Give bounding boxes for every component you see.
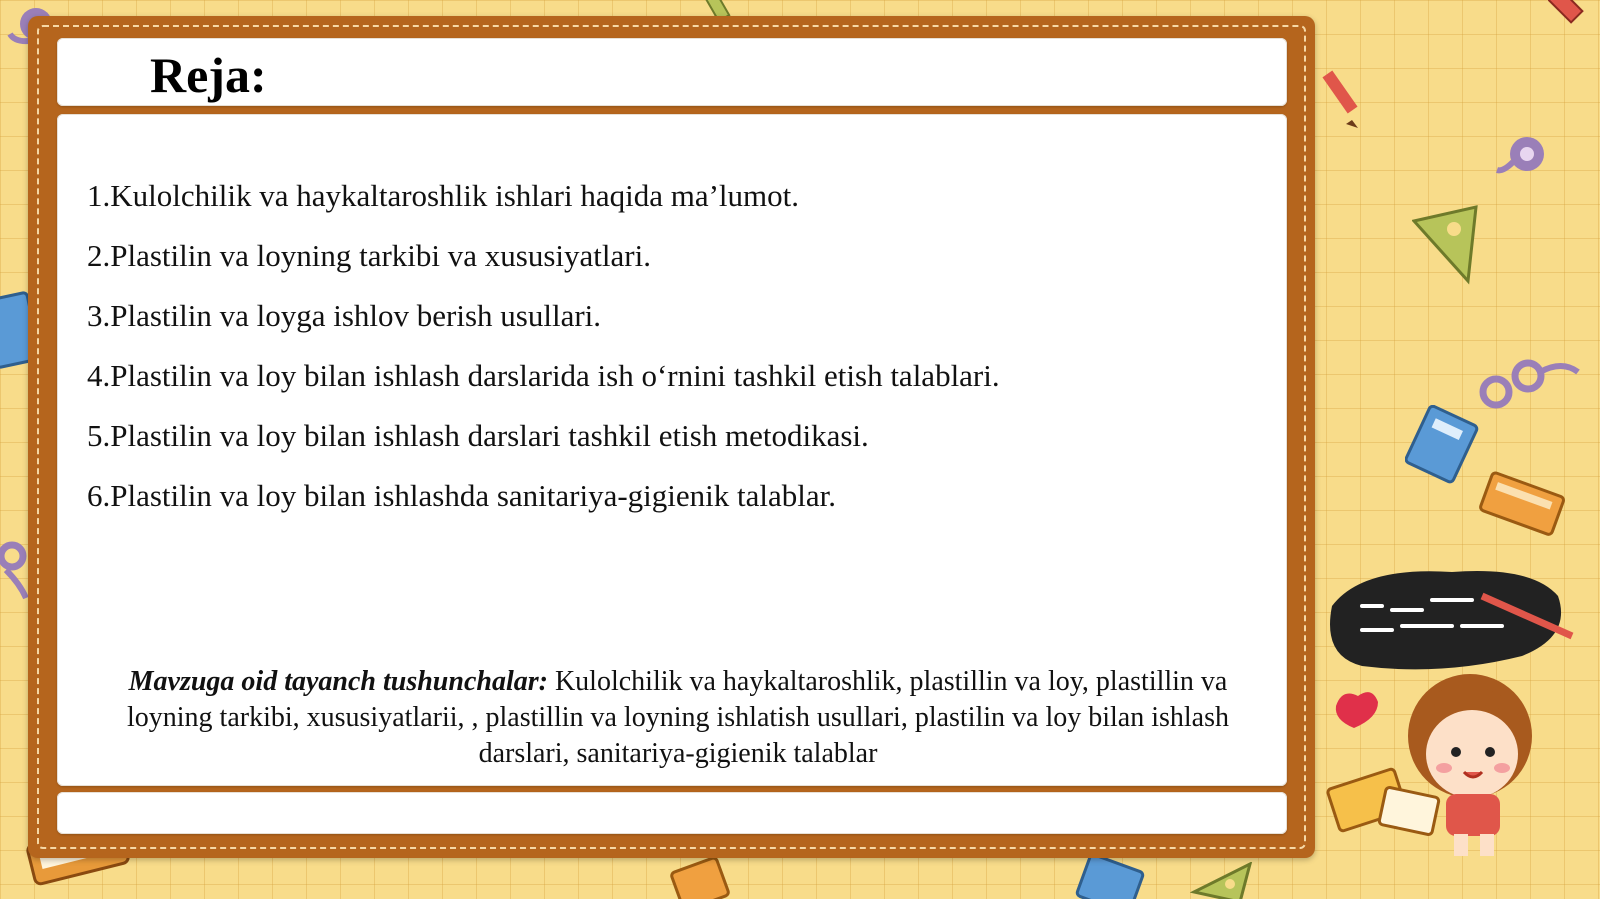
girl-character-icon bbox=[1322, 566, 1592, 866]
plan-item-2: 2.Plastilin va loyning tarkibi va xususiyatlari. bbox=[87, 238, 651, 273]
ruler-triangle-icon bbox=[1190, 862, 1260, 899]
keywords-label: Mavzuga oid tayanch tushunchalar: bbox=[128, 666, 548, 697]
notebook-icon bbox=[1072, 856, 1152, 899]
book-icon bbox=[1478, 470, 1568, 540]
plan-item-1: 1.Kulolchilik va haykaltaroshlik ishlari haqida ma’lumot. bbox=[87, 178, 799, 213]
footer-panel bbox=[57, 792, 1287, 834]
tape-icon bbox=[1472, 358, 1582, 418]
plan-item-4: 4.Plastilin va loy bilan ishlash darslarida ish o‘rnini tashkil etish talablari. bbox=[87, 358, 1000, 393]
slide-title: Reja: bbox=[150, 47, 267, 103]
plan-list bbox=[87, 166, 1000, 526]
keywords-paragraph bbox=[98, 664, 1258, 772]
plan-item-5: 5.Plastilin va loy bilan ishlash darslari tashkil etish metodikasi. bbox=[87, 418, 869, 453]
tape-icon bbox=[1495, 132, 1555, 182]
pencil-icon bbox=[1322, 70, 1362, 130]
keywords-text: Kulolchilik va haykaltaroshlik, plastillin va loy, plastillin va loyning tarkibi, xususiyatlarii, , plastillin va loyning ishlatish usullari, plastilin va loy bilan ishlash darslari, sanitariya-gigienik talablar bbox=[126, 666, 1230, 769]
plan-item-3: 3.Plastilin va loyga ishlov berish usullari. bbox=[87, 298, 602, 333]
notebook-icon bbox=[1405, 405, 1485, 485]
ruler-triangle-icon bbox=[1412, 205, 1482, 285]
book-icon bbox=[668, 858, 738, 899]
pencil-icon bbox=[1548, 0, 1600, 30]
plan-item-6: 6.Plastilin va loy bilan ishlashda sanitariya-gigienik talablar. bbox=[87, 478, 837, 513]
